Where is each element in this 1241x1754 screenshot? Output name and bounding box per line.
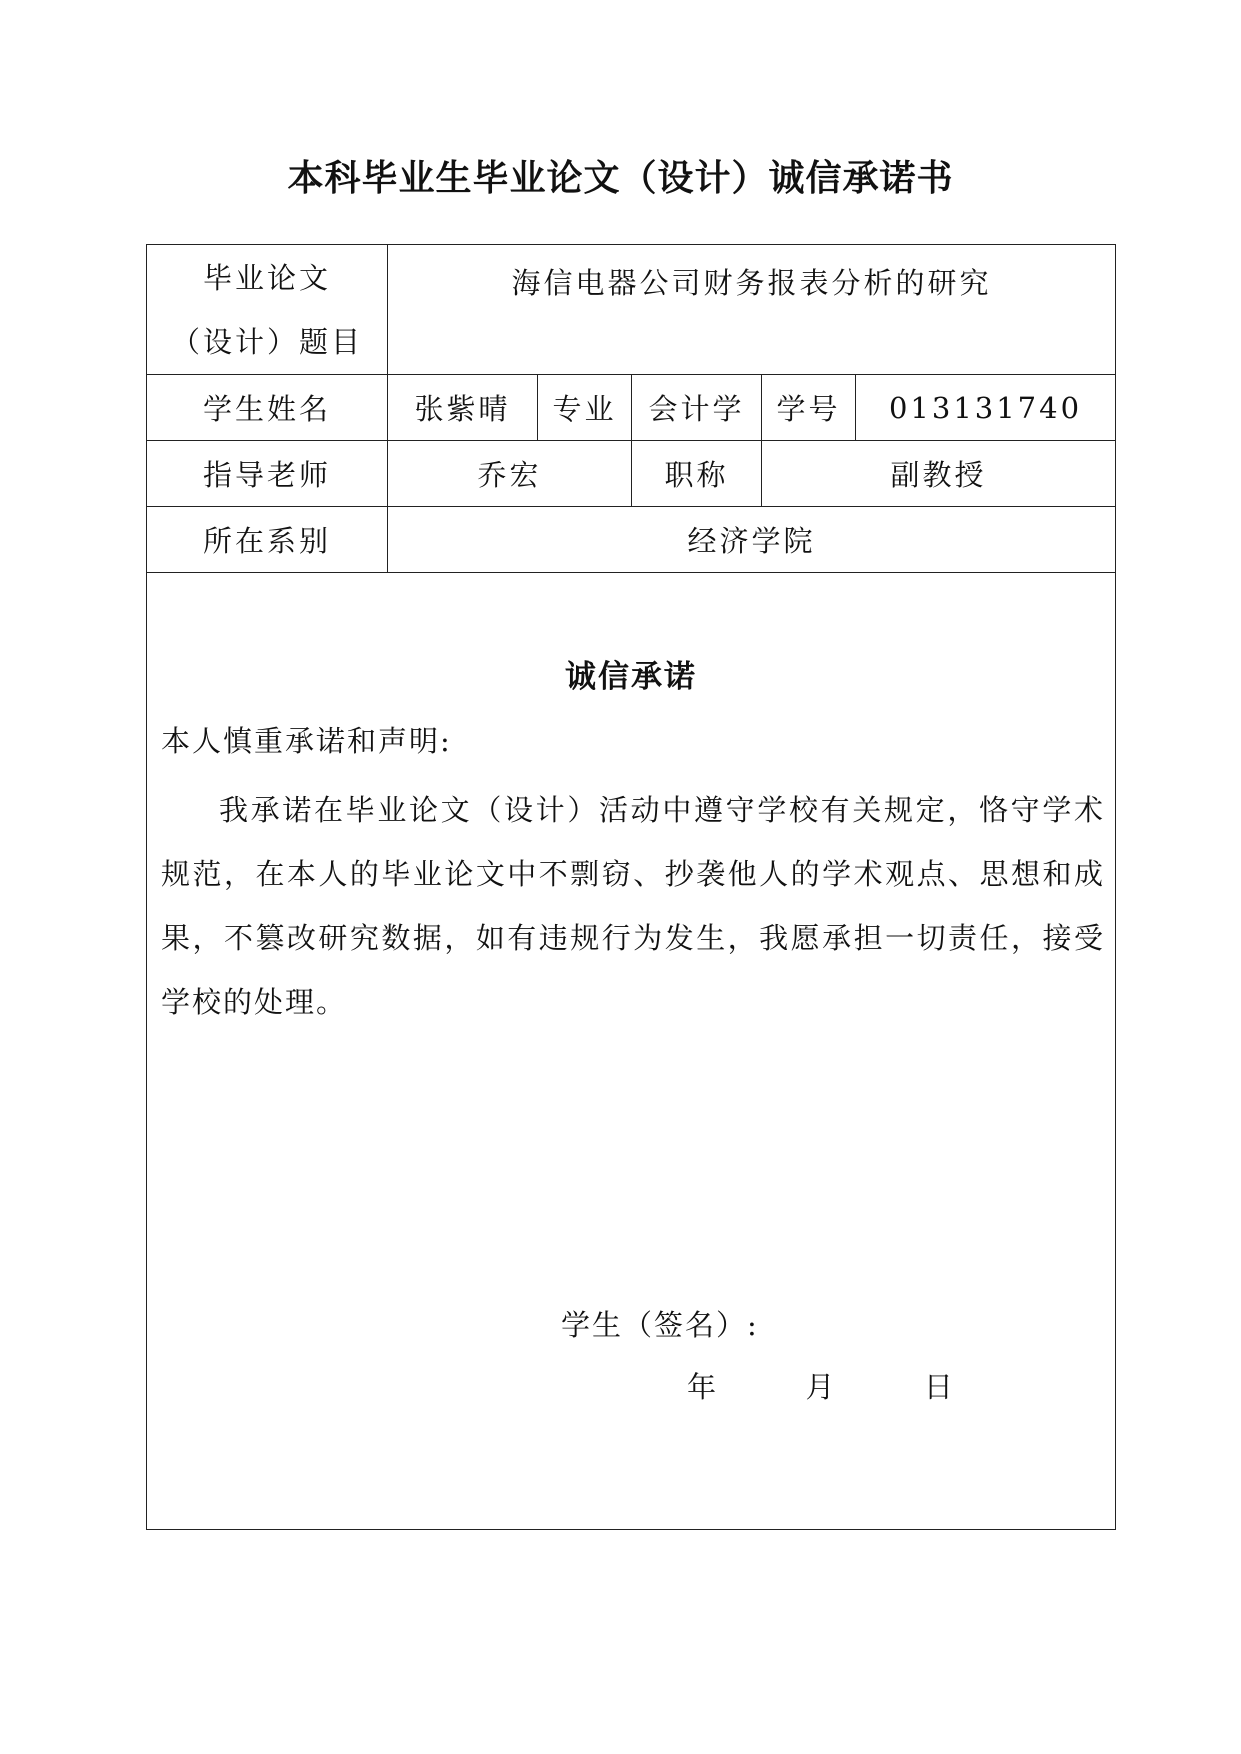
pledge-heading: 诚信承诺 [565, 659, 697, 695]
thesis-title-value: 海信电器公司财务报表分析的研究 [388, 245, 1116, 375]
pledge-form-table [146, 244, 1116, 1530]
student-name-label: 学生姓名 [147, 375, 388, 441]
day-label: 日 [923, 1370, 956, 1404]
document-title: 本科毕业生毕业论文（设计）诚信承诺书 [287, 158, 954, 199]
year-label: 年 [687, 1370, 720, 1404]
major-value: 会计学 [632, 375, 762, 441]
department-row [147, 507, 1116, 573]
pledge-section [147, 573, 1116, 1530]
thesis-title-label [147, 245, 388, 375]
student-id-value: 013131740 [856, 375, 1116, 441]
student-signature-label: 学生（签名）: [561, 1308, 759, 1342]
month-label: 月 [805, 1370, 838, 1404]
advisor-value: 乔宏 [388, 441, 632, 507]
thesis-label-line1: 毕业论文 [202, 260, 331, 295]
major-label: 专业 [538, 375, 632, 441]
thesis-label-line2: （设计）题目 [170, 324, 363, 359]
pledge-row [147, 573, 1116, 1530]
academic-title-label: 职称 [632, 441, 762, 507]
department-label: 所在系别 [147, 507, 388, 573]
student-name-value: 张紫晴 [388, 375, 538, 441]
student-row [147, 375, 1116, 441]
academic-title-value: 副教授 [762, 441, 1116, 507]
student-id-label: 学号 [762, 375, 856, 441]
thesis-title-row [147, 245, 1116, 375]
pledge-body: 我承诺在毕业论文（设计）活动中遵守学校有关规定，恪守学术规范，在本人的毕业论文中不剽窃、抄袭他人的学术观点、思想和成果，不篡改研究数据，如有违规行为发生，我愿承担一切责任，接受学校的处理。 [161, 793, 1105, 1019]
advisor-label: 指导老师 [147, 441, 388, 507]
signature-date [687, 1365, 956, 1406]
advisor-row [147, 441, 1116, 507]
department-value: 经济学院 [388, 507, 1116, 573]
pledge-intro: 本人慎重承诺和声明: [161, 724, 452, 758]
